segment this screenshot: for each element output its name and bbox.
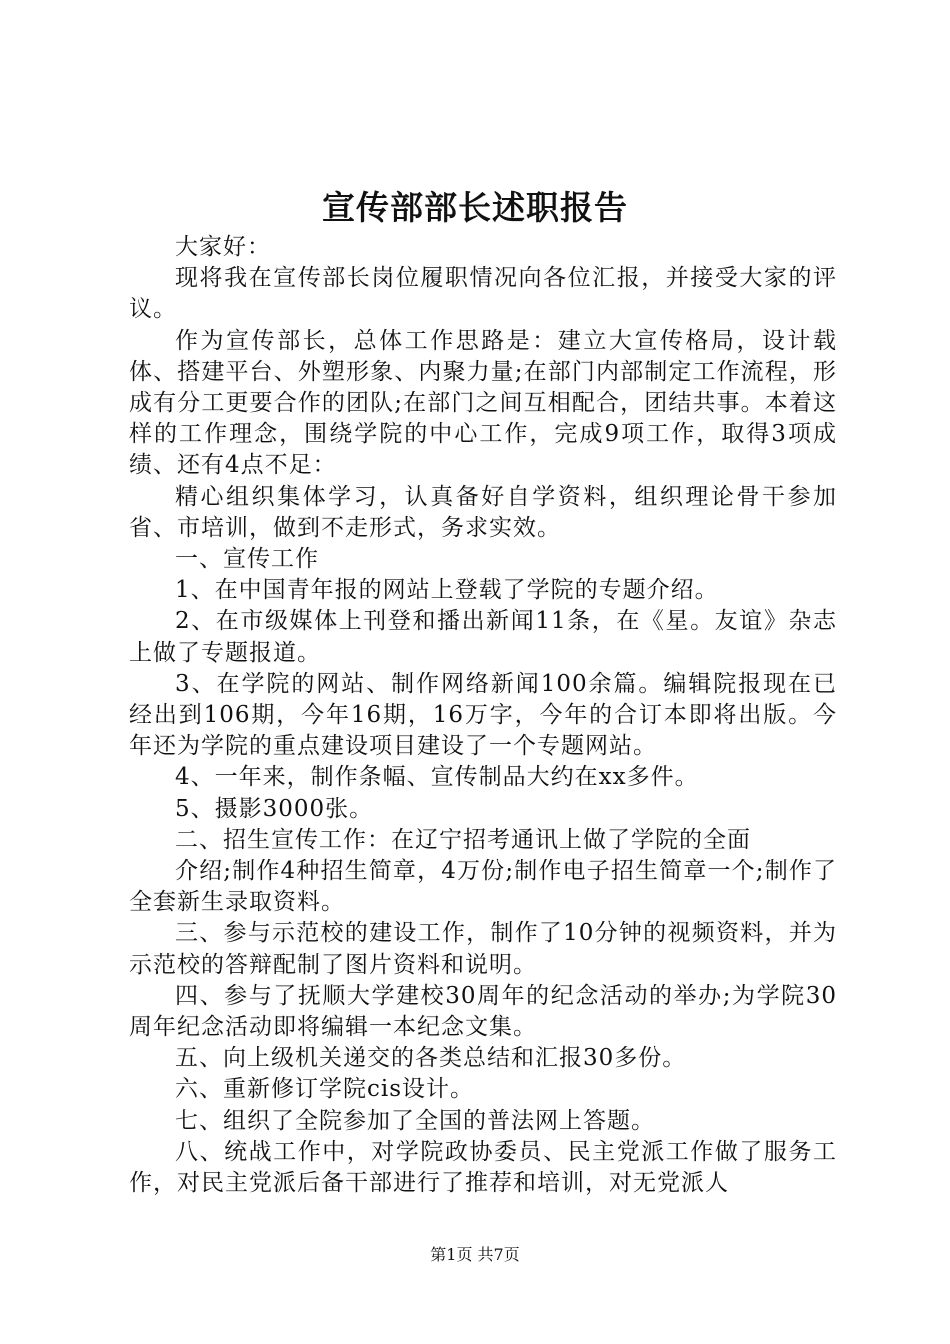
- paragraph: 八、统战工作中，对学院政协委员、民主党派工作做了服务工作，对民主党派后备干部进行了推荐和培训，对无党派人: [129, 1138, 837, 1197]
- paragraph: 作为宣传部长，总体工作思路是：建立大宣传格局，设计载体、搭建平台、外塑形象、内聚力量;在部门内部制定工作流程，形成有分工更要合作的团队;在部门之间互相配合，团结共事。本着这样的工作理念，围绕学院的中心工作，完成9项工作，取得3项成绩、还有4点不足：: [129, 327, 837, 479]
- paragraph: 三、参与示范校的建设工作，制作了10分钟的视频资料，并为示范校的答辩配制了图片资料和说明。: [129, 920, 837, 978]
- list-item: 4、一年来，制作条幅、宣传制品大约在xx多件。: [175, 764, 699, 791]
- page-footer: 第1页 共7页: [430, 1245, 520, 1264]
- paragraph: 四、参与了抚顺大学建校30周年的纪念活动的举办;为学院30周年纪念活动即将编辑一本纪念文集。: [129, 982, 837, 1041]
- paragraph: 六、重新修订学院cis设计。: [175, 1076, 475, 1103]
- paragraph: 现将我在宣传部长岗位履职情况向各位汇报，并接受大家的评议。: [129, 265, 837, 323]
- paragraph: 精心组织集体学习，认真备好自学资料，组织理论骨干参加省、市培训，做到不走形式，务求实效。: [129, 483, 837, 541]
- paragraph: 介绍;制作4种招生简章，4万份;制作电子招生简章一个;制作了全套新生录取资料。: [129, 858, 837, 916]
- document-title: 宣传部部长述职报告: [322, 188, 628, 227]
- list-item: 3、在学院的网站、制作网络新闻100余篇。编辑院报现在已经出到106期，今年16期，16万字，今年的合订本即将出版。今年还为学院的重点建设项目建设了一个专题网站。: [129, 670, 837, 760]
- paragraph: 七、组织了全院参加了全国的普法网上答题。: [175, 1107, 655, 1134]
- document-body: [129, 232, 837, 1199]
- paragraph: 大家好：: [175, 234, 271, 260]
- list-item: 2、在市级媒体上刊登和播出新闻11条，在《星。友谊》杂志上做了专题报道。: [129, 608, 837, 666]
- list-item: 1、在中国青年报的网站上登载了学院的专题介绍。: [175, 577, 719, 604]
- paragraph: 五、向上级机关递交的各类总结和汇报30多份。: [175, 1045, 687, 1072]
- section-heading: 二、招生宣传工作：在辽宁招考通讯上做了学院的全面: [175, 826, 751, 853]
- section-heading: 一、宣传工作: [175, 546, 319, 573]
- list-item: 5、摄影3000张。: [175, 795, 374, 822]
